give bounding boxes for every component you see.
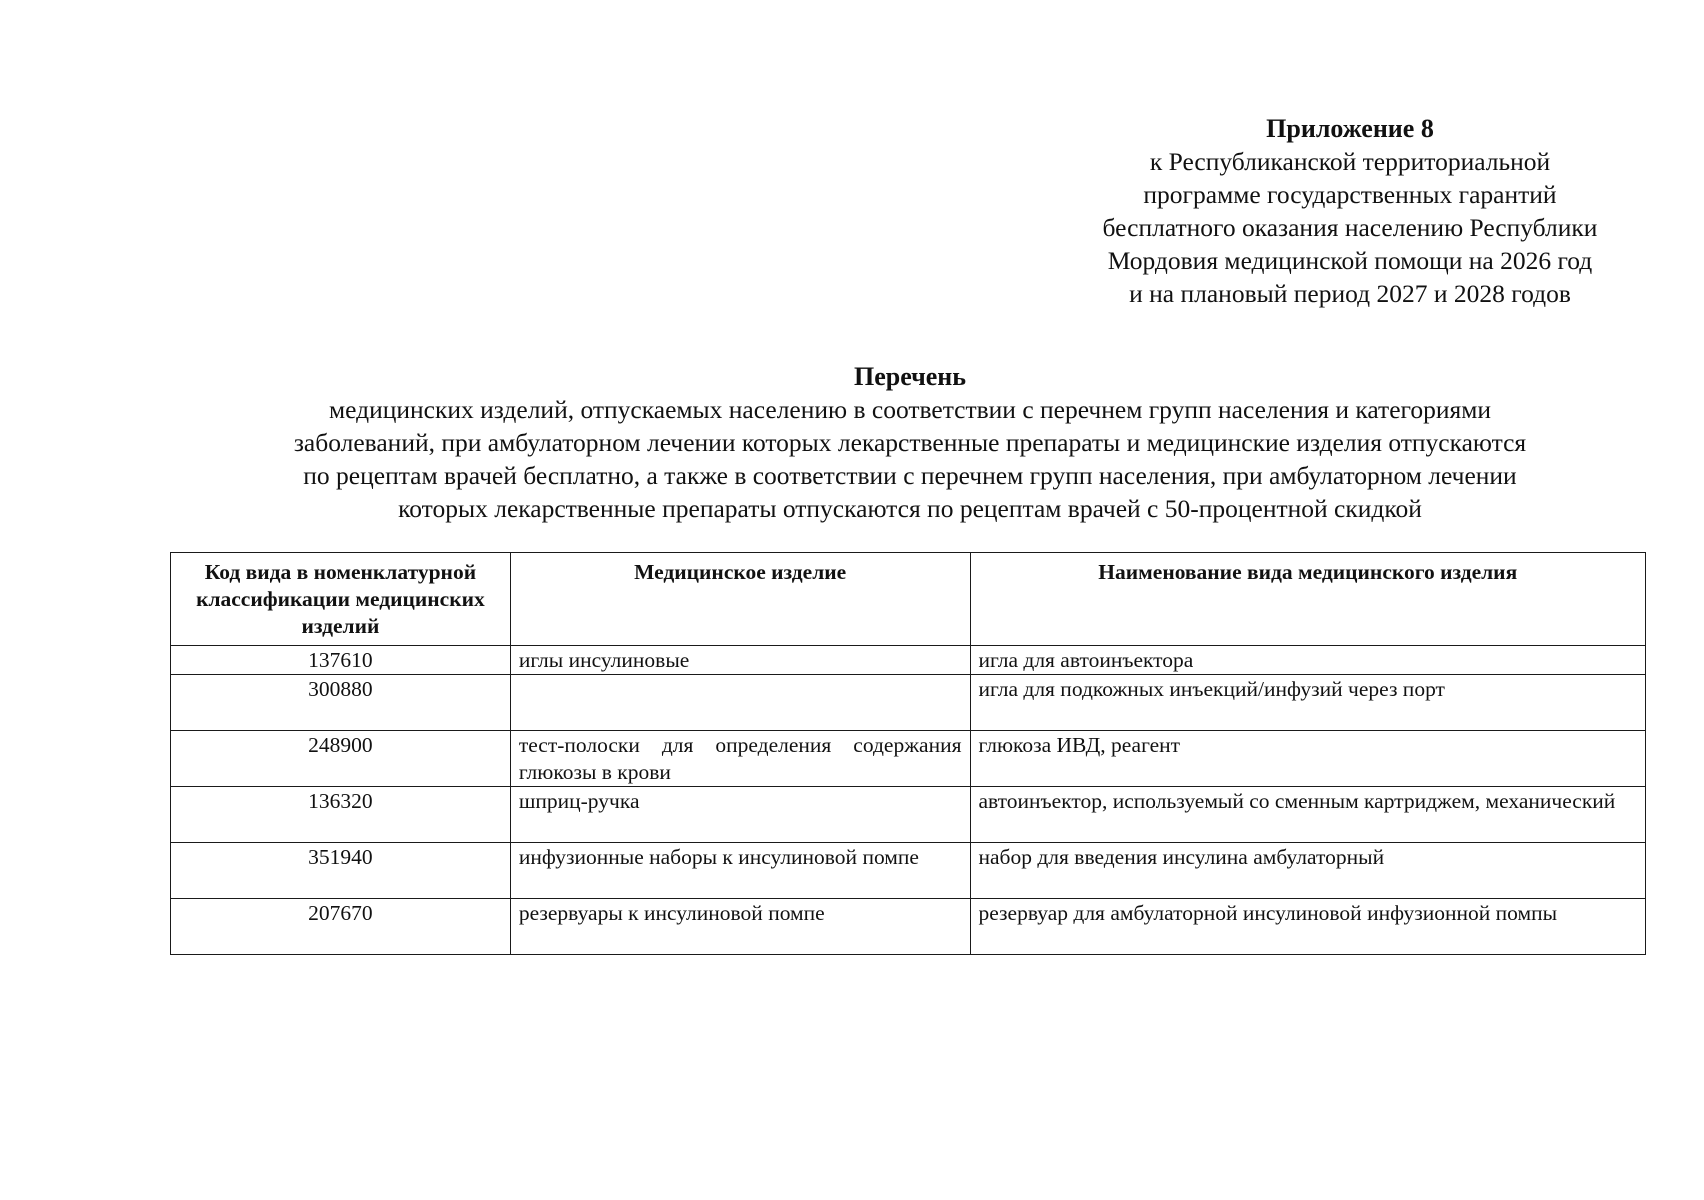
table-row xyxy=(171,787,1646,843)
cell-kind: набор для введения инсулина амбулаторный xyxy=(970,843,1646,899)
medical-devices-table xyxy=(170,552,1646,955)
cell-kind: автоинъектор, используемый со сменным картриджем, механический xyxy=(970,787,1646,843)
appendix-line: программе государственных гарантий xyxy=(1143,180,1557,209)
cell-code: 207670 xyxy=(171,899,511,955)
cell-device xyxy=(510,675,970,731)
cell-device: шприц-ручка xyxy=(510,787,970,843)
cell-kind: игла для автоинъектора xyxy=(970,646,1646,675)
cell-code: 248900 xyxy=(171,731,511,787)
cell-code: 136320 xyxy=(171,787,511,843)
document-subtitle-line: которых лекарственные препараты отпускаются по рецептам врачей с 50-процентной скидкой xyxy=(398,494,1422,523)
table-row xyxy=(171,899,1646,955)
table-row xyxy=(171,646,1646,675)
table-row xyxy=(171,675,1646,731)
column-header-device: Медицинское изделие xyxy=(510,553,970,646)
appendix-line: бесплатного оказания населению Республики xyxy=(1102,213,1598,242)
document-title: Перечень xyxy=(853,362,967,391)
column-header-kind: Наименование вида медицинского изделия xyxy=(970,553,1646,646)
appendix-line: к Республиканской территориальной xyxy=(1149,147,1551,176)
document-subtitle-line: заболеваний, при амбулаторном лечении которых лекарственные препараты и медицинские изделия отпускаются xyxy=(293,428,1527,457)
cell-code: 137610 xyxy=(171,646,511,675)
column-header-code: Код вида в номенклатурной классификации медицинских изделий xyxy=(171,553,511,646)
cell-kind: игла для подкожных инъекций/инфузий через порт xyxy=(970,675,1646,731)
table-header-row xyxy=(171,553,1646,646)
document-title-block xyxy=(130,360,1690,525)
cell-code: 351940 xyxy=(171,843,511,899)
cell-kind: глюкоза ИВД, реагент xyxy=(970,731,1646,787)
cell-device: резервуары к инсулиновой помпе xyxy=(510,899,970,955)
appendix-header xyxy=(1020,112,1680,310)
document-subtitle-line: по рецептам врачей бесплатно, а также в соответствии с перечнем групп населения, при амбулаторном лечении xyxy=(303,461,1517,490)
cell-device: инфузионные наборы к инсулиновой помпе xyxy=(510,843,970,899)
appendix-title: Приложение 8 xyxy=(1266,114,1434,143)
cell-device: иглы инсулиновые xyxy=(510,646,970,675)
cell-kind: резервуар для амбулаторной инсулиновой инфузионной помпы xyxy=(970,899,1646,955)
appendix-line: и на плановый период 2027 и 2028 годов xyxy=(1129,279,1571,308)
table-row xyxy=(171,843,1646,899)
appendix-line: Мордовия медицинской помощи на 2026 год xyxy=(1107,246,1593,275)
cell-code: 300880 xyxy=(171,675,511,731)
document-subtitle-line: медицинских изделий, отпускаемых населению в соответствии с перечнем групп населения и категориями xyxy=(329,395,1491,424)
table-row xyxy=(171,731,1646,787)
cell-device: тест-полоски для определения содержания глюкозы в крови xyxy=(510,731,970,787)
